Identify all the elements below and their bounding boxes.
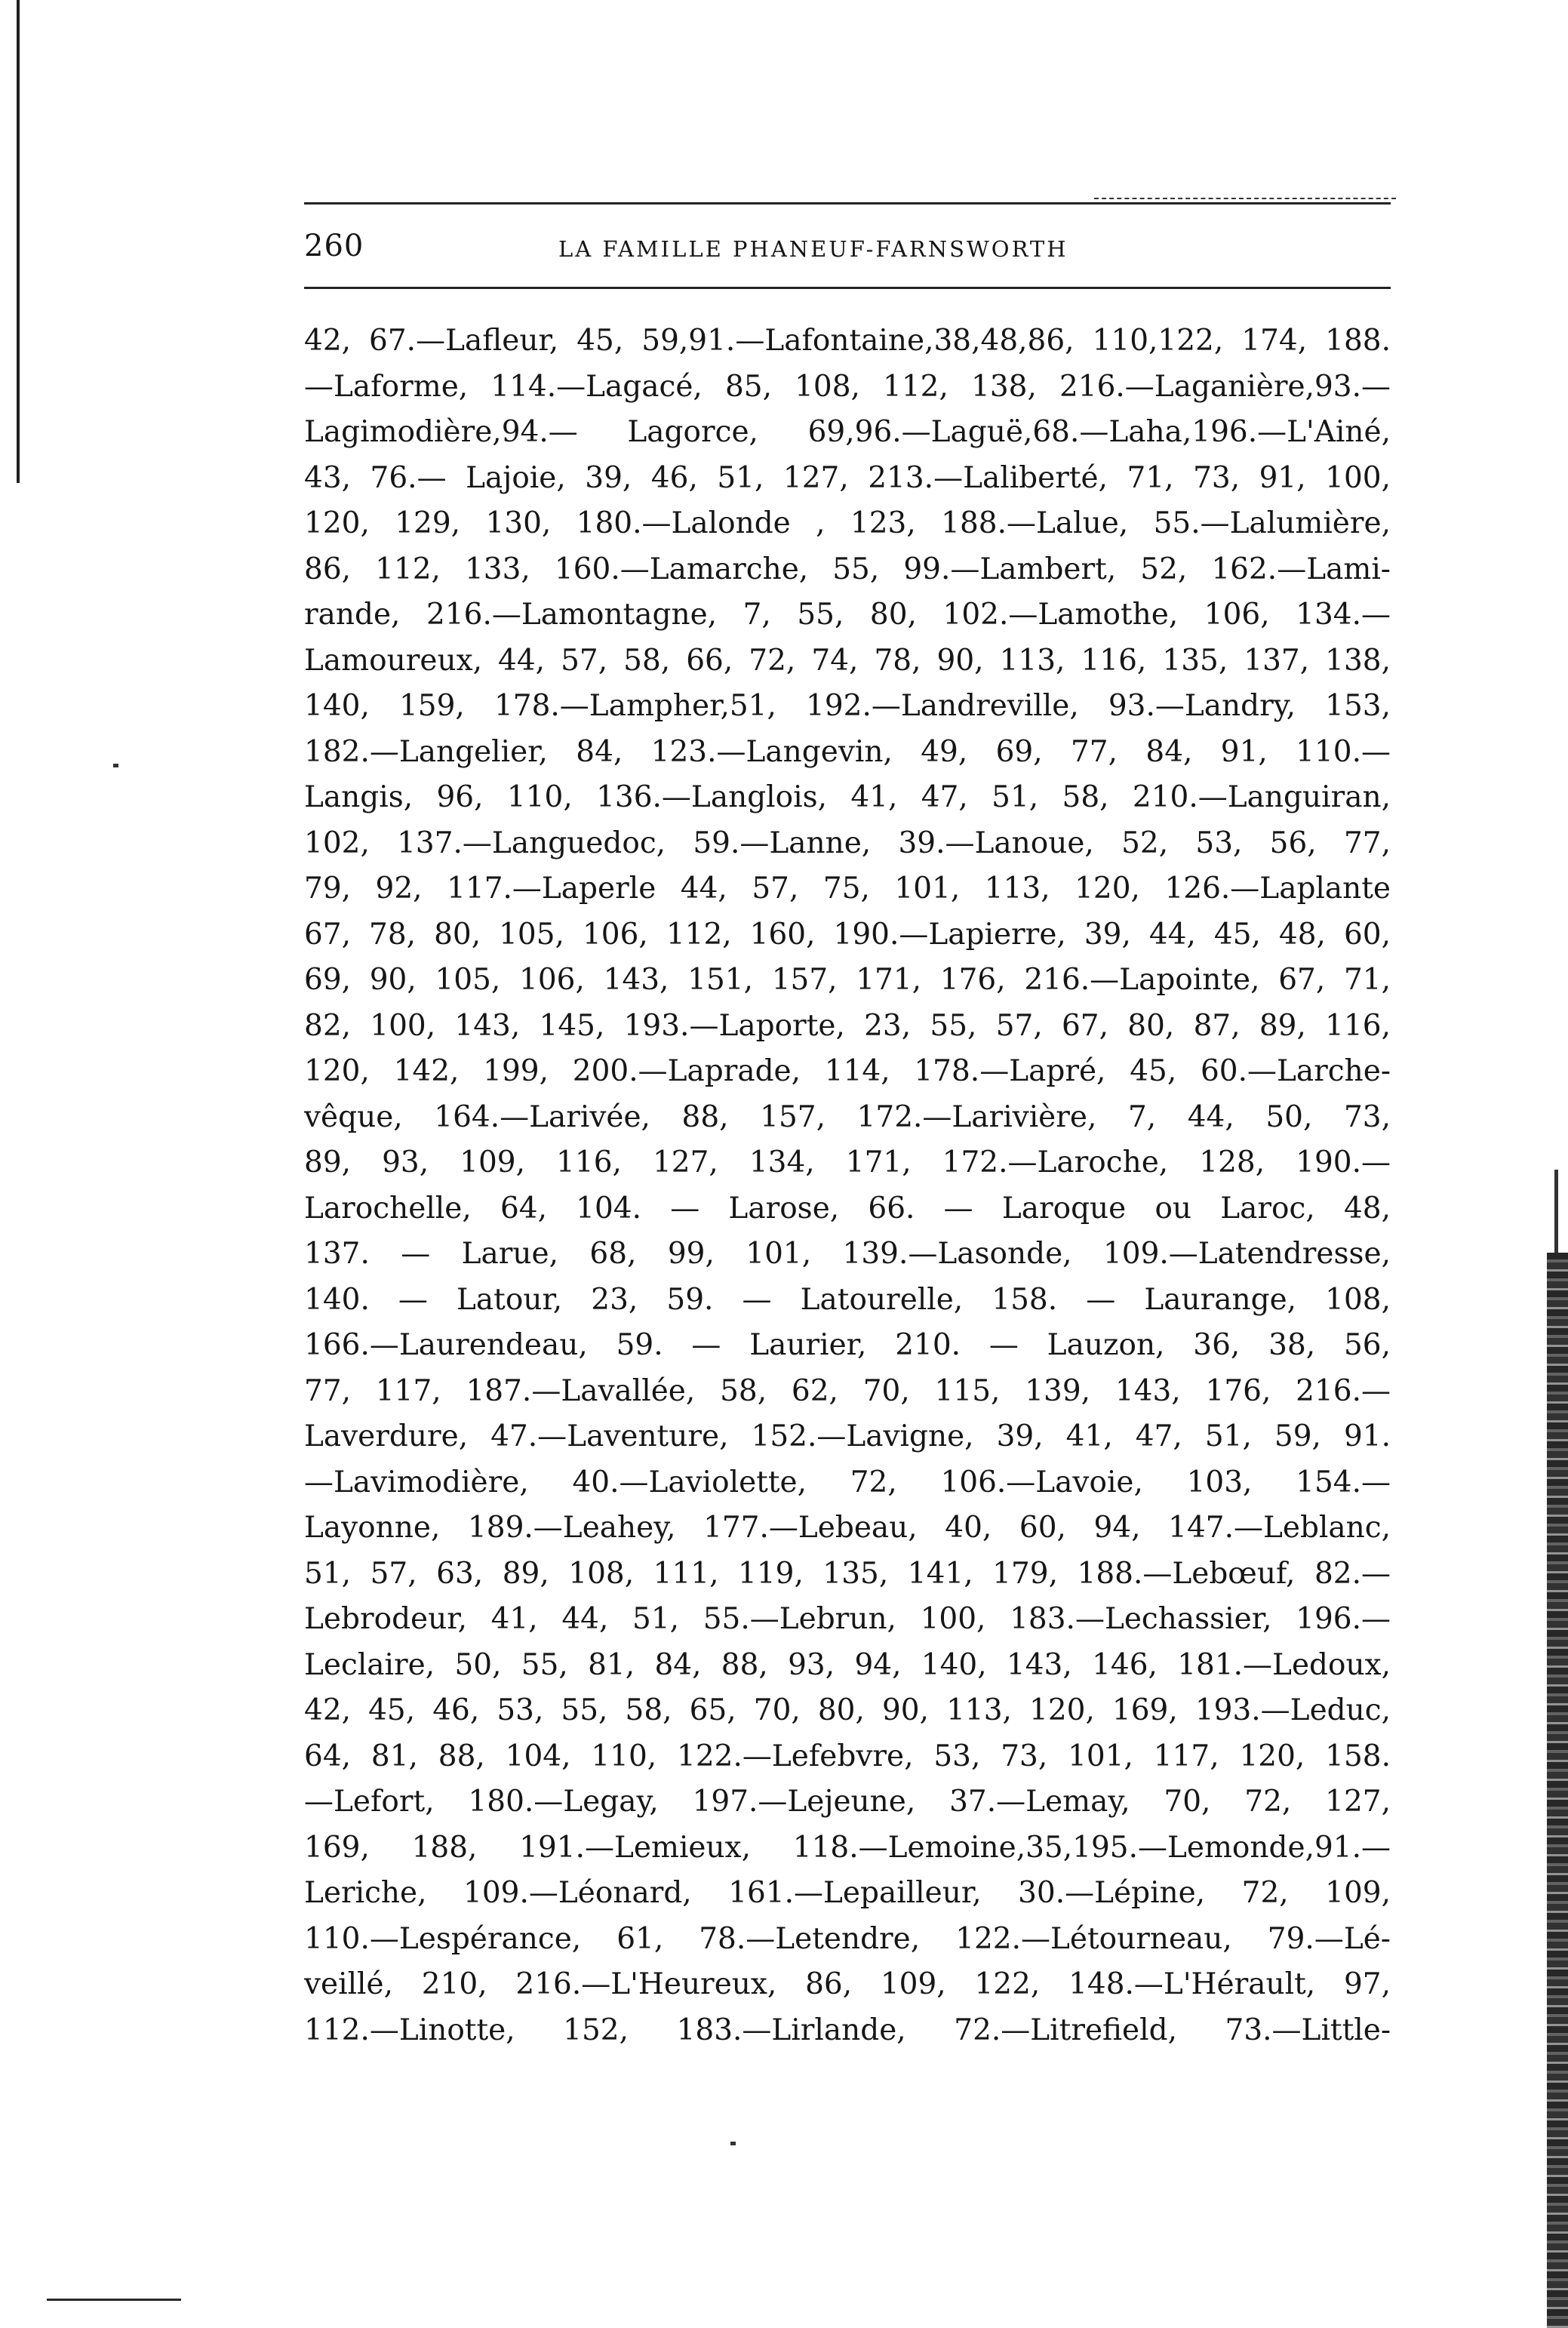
scan-edge-right-tip — [1554, 1170, 1558, 1253]
index-line: 110.—Lespérance, 61, 78.—Letendre, 122.—Létourneau, 79.—Lé- — [304, 1921, 1391, 1956]
ink-speck — [730, 2142, 736, 2145]
header-rule-dashed — [1094, 198, 1396, 199]
index-line: rande, 216.—Lamontagne, 7, 55, 80, 102.—Lamothe, 106, 134.— — [304, 598, 1391, 632]
index-line: Layonne, 189.—Leahey, 177.—Lebeau, 40, 60, 94, 147.—Leblanc, — [304, 1511, 1391, 1545]
index-line: 82, 100, 143, 145, 193.—Laporte, 23, 55, 57, 67, 80, 87, 89, 116, — [304, 1008, 1391, 1043]
footer-rule — [47, 2299, 181, 2301]
index-line: —Lefort, 180.—Legay, 197.—Lejeune, 37.—Lemay, 70, 72, 127, — [304, 1785, 1391, 1819]
index-line: —Laforme, 114.—Lagacé, 85, 108, 112, 138, 216.—Laganière,93.— — [304, 369, 1391, 404]
index-line: 140. — Latour, 23, 59. — Latourelle, 158. — Laurange, 108, — [304, 1282, 1391, 1317]
index-line: Larochelle, 64, 104. — Larose, 66. — Laroque ou Laroc, 48, — [304, 1191, 1391, 1226]
index-line: Leclaire, 50, 55, 81, 84, 88, 93, 94, 140, 143, 146, 181.—Ledoux, — [304, 1647, 1391, 1682]
index-line: 77, 117, 187.—Lavallée, 58, 62, 70, 115, 139, 143, 176, 216.— — [304, 1373, 1391, 1408]
index-line: 112.—Linotte, 152, 183.—Lirlande, 72.—Litrefield, 73.—Little- — [304, 2013, 1391, 2047]
index-line: 120, 129, 130, 180.—Lalonde , 123, 188.—Lalue, 55.—Lalumière, — [304, 506, 1391, 540]
index-line: 64, 81, 88, 104, 110, 122.—Lefebvre, 53, 73, 101, 117, 120, 158. — [304, 1739, 1391, 1773]
index-line: 169, 188, 191.—Lemieux, 118.—Lemoine,35,195.—Lemonde,91.— — [304, 1830, 1391, 1865]
index-line: 42, 67.—Lafleur, 45, 59,91.—Lafontaine,38,48,86, 110,122, 174, 188. — [304, 324, 1391, 358]
index-line: vêque, 164.—Larivée, 88, 157, 172.—Larivière, 7, 44, 50, 73, — [304, 1099, 1391, 1134]
index-line: Lagimodière,94.— Lagorce, 69,96.—Laguë,68.—Laha,196.—L'Ainé, — [304, 415, 1391, 449]
index-line: 51, 57, 63, 89, 108, 111, 119, 135, 141, 179, 188.—Lebœuf, 82.— — [304, 1556, 1391, 1591]
index-line: 182.—Langelier, 84, 123.—Langevin, 49, 69, 77, 84, 91, 110.— — [304, 734, 1391, 769]
index-line: 67, 78, 80, 105, 106, 112, 160, 190.—Lapierre, 39, 44, 45, 48, 60, — [304, 917, 1391, 952]
page-number: 260 — [304, 229, 364, 263]
index-line: 89, 93, 109, 116, 127, 134, 171, 172.—Laroche, 128, 190.— — [304, 1146, 1391, 1179]
header-rule-top — [304, 202, 1391, 205]
running-title: LA FAMILLE PHANEUF-FARNSWORTH — [558, 236, 1068, 262]
scan-edge-right — [1547, 1253, 1568, 2328]
index-line: 42, 45, 46, 53, 55, 58, 65, 70, 80, 90, 113, 120, 169, 193.—Leduc, — [304, 1693, 1391, 1727]
index-line: 137. — Larue, 68, 99, 101, 139.—Lasonde, 109.—Latendresse, — [304, 1237, 1391, 1271]
index-line: Lebrodeur, 41, 44, 51, 55.—Lebrun, 100, 183.—Lechassier, 196.— — [304, 1602, 1391, 1636]
scan-edge-left — [17, 0, 20, 483]
index-line: veillé, 210, 216.—L'Heureux, 86, 109, 122, 148.—L'Hérault, 97, — [304, 1967, 1391, 2001]
index-line: 140, 159, 178.—Lampher,51, 192.—Landreville, 93.—Landry, 153, — [304, 689, 1391, 723]
index-line: 69, 90, 105, 106, 143, 151, 157, 171, 176, 216.—Lapointe, 67, 71, — [304, 963, 1391, 997]
index-line: 86, 112, 133, 160.—Lamarche, 55, 99.—Lambert, 52, 162.—Lami- — [304, 552, 1391, 586]
index-line: Langis, 96, 110, 136.—Langlois, 41, 47, 51, 58, 210.—Languiran, — [304, 780, 1391, 814]
index-line: Laverdure, 47.—Laventure, 152.—Lavigne, 39, 41, 47, 51, 59, 91. — [304, 1419, 1391, 1453]
index-line: 102, 137.—Languedoc, 59.—Lanne, 39.—Lanoue, 52, 53, 56, 77, — [304, 826, 1391, 860]
header-rule-bottom — [304, 287, 1391, 289]
index-line: 166.—Laurendeau, 59. — Laurier, 210. — Lauzon, 36, 38, 56, — [304, 1328, 1391, 1362]
index-line: 79, 92, 117.—Laperle 44, 57, 75, 101, 113, 120, 126.—Laplante — [304, 872, 1391, 906]
index-line: Leriche, 109.—Léonard, 161.—Lepailleur, 30.—Lépine, 72, 109, — [304, 1876, 1391, 1910]
index-line: 43, 76.— Lajoie, 39, 46, 51, 127, 213.—Laliberté, 71, 73, 91, 100, — [304, 460, 1391, 495]
ink-speck — [113, 764, 118, 767]
index-line: 120, 142, 199, 200.—Laprade, 114, 178.—Lapré, 45, 60.—Larche- — [304, 1054, 1391, 1088]
index-line: Lamoureux, 44, 57, 58, 66, 72, 74, 78, 90, 113, 116, 135, 137, 138, — [304, 643, 1391, 678]
index-text-block — [304, 318, 1391, 2053]
index-line: —Lavimodière, 40.—Laviolette, 72, 106.—Lavoie, 103, 154.— — [304, 1465, 1391, 1499]
